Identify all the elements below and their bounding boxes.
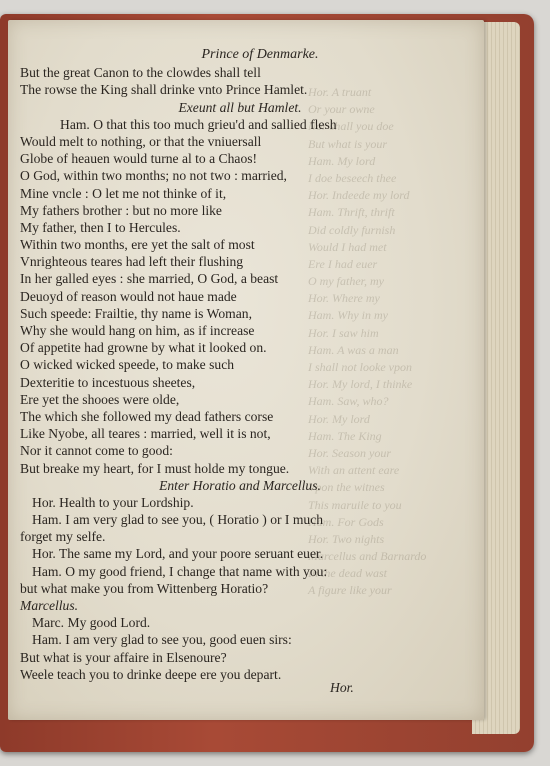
ghost-line: Hor. My lord, I thinke: [308, 377, 413, 392]
ghost-line: I doe beseech thee: [308, 170, 397, 185]
speech-line: Ham. O my good friend, I change that name with you:: [32, 563, 328, 579]
ghost-line: Vpon the witnes: [308, 480, 385, 495]
ghost-line: Hor. I saw him: [308, 325, 379, 340]
ghost-line: Ham. Thrift, thrift: [308, 205, 395, 220]
ghost-line: Ham. Saw, who?: [308, 394, 389, 409]
verse-line: Such speede: Frailtie, thy name is Woman,: [20, 305, 252, 321]
verse-line: Vnrighteous teares had left their flushing: [20, 254, 244, 270]
verse-line: but what make you from Wittenberg Horatio?: [20, 580, 269, 596]
ghost-line: In the dead wast: [308, 566, 387, 581]
book-page: [8, 20, 484, 720]
verse-line: Within two months, ere yet the salt of most: [20, 237, 255, 253]
verse-line: Dexteritie to incestuous sheetes,: [20, 374, 196, 390]
ghost-line: Hor. Where my: [308, 291, 380, 306]
verse-line: Weele teach you to drinke deepe ere you depart.: [20, 666, 282, 682]
stage-direction: Exeunt all but Hamlet.: [178, 99, 302, 115]
ghost-line: Ham. The King: [308, 428, 382, 443]
ghost-line: Marcellus and Barnardo: [308, 549, 427, 564]
verse-line: My fathers brother : but no more like: [20, 202, 222, 218]
verse-line: Ere yet the shooes were olde,: [20, 391, 180, 407]
verse-line: My father, then I to Hercules.: [20, 219, 181, 235]
verse-line: Nor it cannot come to good:: [20, 443, 173, 459]
ghost-line: Hor. Season your: [308, 445, 391, 460]
ghost-line: A figure like your: [308, 583, 392, 598]
speech-line: Ham. I am very glad to see you, good euen sirs:: [32, 632, 292, 648]
speech-line: Marc. My good Lord.: [32, 615, 151, 631]
speech-line: Ham. I am very glad to see you, ( Horatio ) or I much: [32, 512, 324, 528]
ghost-line: Ham. My lord: [308, 153, 376, 168]
ghost-line: Ham. For Gods: [308, 514, 384, 529]
verse-line: Deuoyd of reason would not haue made: [20, 288, 237, 304]
ghost-line: Hor. My lord: [308, 411, 370, 426]
verse-line: Mine vncle : O let me not thinke of it,: [20, 185, 227, 201]
speech-line: Ham. O that this too much grieu'd and sallied flesh: [60, 116, 337, 132]
ghost-line: Hor. A truant: [308, 85, 372, 99]
speaker-name: Marcellus.: [20, 598, 79, 613]
ghost-line: Ere I had euer: [308, 256, 378, 271]
verse-line: Like Nyobe, all teares : married, well it is not,: [20, 426, 271, 442]
speech-line: Hor. The same my Lord, and your poore seruant euer.: [32, 546, 324, 562]
ghost-line: With an attent eare: [308, 463, 400, 478]
verse-line: The which she followed my dead fathers corse: [20, 408, 274, 424]
verse-line: But what is your affaire in Elsenoure?: [20, 649, 227, 665]
ghost-line: Did coldly furnish: [308, 222, 396, 237]
verse-line: In her galled eyes : she married, O God, a beast: [20, 271, 279, 287]
verse-line: O God, within two months; no not two : married,: [20, 168, 287, 184]
ghost-line: Nor shall you doe: [308, 119, 394, 134]
ghost-line: Would I had met: [308, 239, 387, 254]
verse-line: Why she would hang on him, as if increase: [20, 323, 255, 338]
ghost-line: Or your owne: [308, 102, 375, 117]
stage-direction: Enter Horatio and Marcellus.: [159, 477, 321, 493]
ghost-line: Ham. Why in my: [308, 308, 388, 323]
ghost-line: Hor. Indeede my lord: [308, 188, 410, 203]
ghost-line: O my father, my: [308, 274, 384, 289]
verse-line: But breake my heart, for I must holde my tongue.: [20, 460, 290, 476]
ghost-line: This maruile to you: [308, 497, 402, 512]
speech-line: Hor. Health to your Lordship.: [32, 494, 194, 510]
verse-line: Of appetite had growne by what it looked on.: [20, 340, 267, 356]
verse-line: forget my selfe.: [20, 529, 106, 545]
ghost-line: I shall not looke vpon: [308, 360, 412, 374]
verse-line: The rowse the King shall drinke vnto Prince Hamlet.: [20, 82, 308, 98]
ghost-line: But what is your: [308, 136, 388, 151]
running-head: Prince of Denmarke.: [201, 47, 319, 62]
ghost-line: Ham. A was a man: [308, 342, 399, 357]
verse-line: Would melt to nothing, or that the vniuersall: [20, 133, 262, 149]
page-text: [20, 46, 460, 683]
catchword: Hor.: [330, 680, 354, 695]
verse-line: Globe of heauen would turne al to a Chaos!: [20, 151, 258, 167]
verse-line: O wicked wicked speede, to make such: [20, 357, 235, 373]
ghost-line: Hor. Two nights: [308, 531, 385, 546]
verse-line: But the great Canon to the clowdes shall tell: [20, 65, 261, 81]
